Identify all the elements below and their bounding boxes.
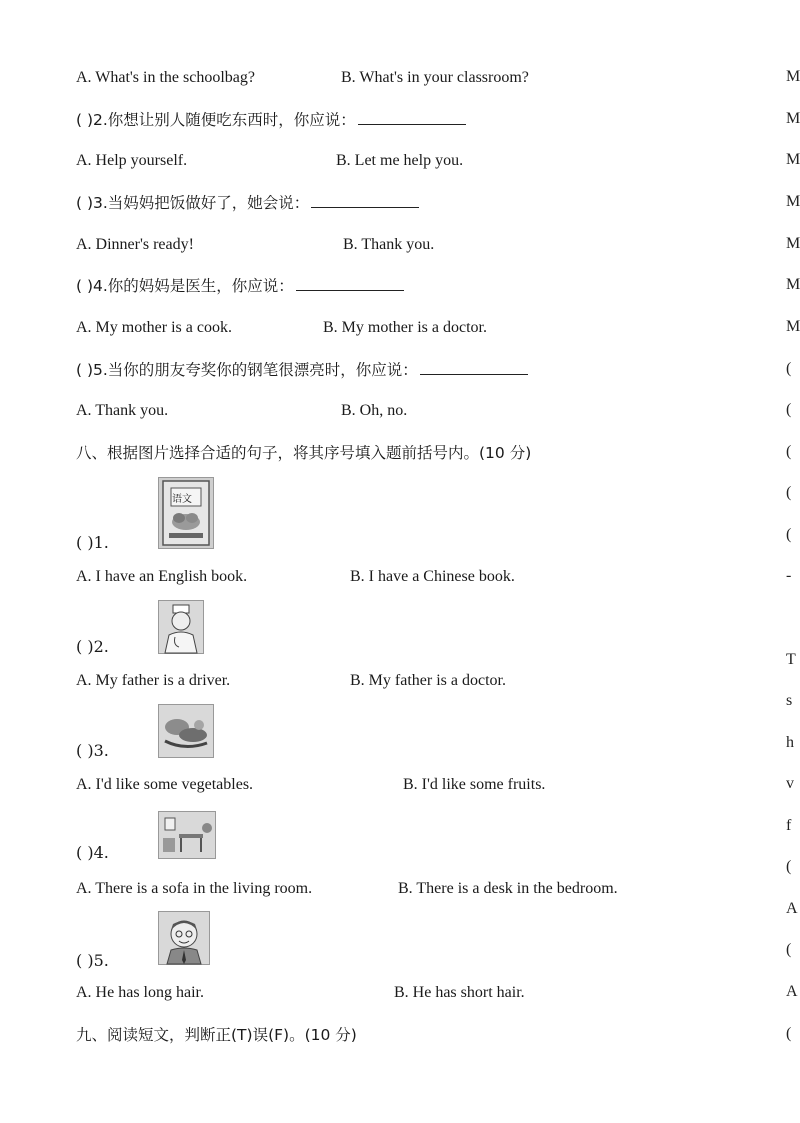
edge-char: ( bbox=[786, 443, 792, 460]
s7-q3-option-b: B. Thank you. bbox=[343, 236, 435, 253]
s7-q3-question: ( )3.当妈妈把饭做好了，她会说： bbox=[76, 193, 419, 213]
book-icon bbox=[159, 478, 213, 548]
s7-q2-option-a: A. Help yourself. bbox=[76, 152, 188, 169]
answer-blank[interactable] bbox=[296, 276, 404, 291]
edge-char: M bbox=[786, 193, 800, 210]
s8-q1-option-b: B. I have a Chinese book. bbox=[350, 568, 515, 585]
edge-char: h bbox=[786, 734, 794, 751]
edge-char: ( bbox=[786, 1025, 792, 1042]
s8-q4-question: ( )4. bbox=[76, 843, 109, 862]
s8-q4-option-b: B. There is a desk in the bedroom. bbox=[398, 880, 618, 897]
doctor-picture bbox=[158, 600, 204, 654]
edge-char: ( bbox=[786, 401, 792, 418]
answer-blank[interactable] bbox=[358, 110, 466, 125]
edge-char: ( bbox=[786, 484, 792, 501]
room-icon bbox=[159, 812, 215, 858]
s8-q5-question: ( )5. bbox=[76, 951, 109, 970]
s7-q5-option-b: B. Oh, no. bbox=[341, 402, 408, 419]
edge-char: T bbox=[786, 651, 796, 668]
edge-char: ( bbox=[786, 941, 792, 958]
edge-char: s bbox=[786, 692, 793, 709]
edge-char: M bbox=[786, 235, 800, 252]
s7-q1-option-b: B. What's in your classroom? bbox=[341, 69, 529, 86]
edge-char: - bbox=[786, 567, 792, 584]
edge-char: M bbox=[786, 276, 800, 293]
s8-q2-option-a: A. My father is a driver. bbox=[76, 672, 231, 689]
s7-q4-question: ( )4.你的妈妈是医生，你应说： bbox=[76, 276, 404, 296]
room-picture bbox=[158, 811, 216, 859]
edge-char: ( bbox=[786, 526, 792, 543]
s8-q3-option-a: A. I'd like some vegetables. bbox=[76, 776, 254, 793]
edge-char: M bbox=[786, 68, 800, 85]
boy-picture bbox=[158, 911, 210, 965]
s8-q2-question: ( )2. bbox=[76, 637, 109, 656]
edge-char: v bbox=[786, 775, 794, 792]
section-8-heading: 八、根据图片选择合适的句子，将其序号填入题前括号内。(10 分) bbox=[76, 444, 532, 462]
s8-q1-option-a: A. I have an English book. bbox=[76, 568, 248, 585]
s8-q5-option-a: A. He has long hair. bbox=[76, 984, 204, 1001]
s7-q4-option-a: A. My mother is a cook. bbox=[76, 319, 232, 336]
boy-face-icon bbox=[159, 912, 209, 964]
s8-q5-option-b: B. He has short hair. bbox=[394, 984, 525, 1001]
edge-char: M bbox=[786, 151, 800, 168]
s7-q1-option-a: A. What's in the schoolbag? bbox=[76, 69, 255, 86]
edge-char: ( bbox=[786, 360, 792, 377]
s8-q4-option-a: A. There is a sofa in the living room. bbox=[76, 880, 313, 897]
edge-char: A bbox=[786, 983, 798, 1000]
vegetables-picture bbox=[158, 704, 214, 758]
s8-q3-option-b: B. I'd like some fruits. bbox=[403, 776, 546, 793]
s8-q1-question: ( )1. bbox=[76, 533, 109, 552]
doctor-icon bbox=[159, 601, 203, 653]
vegetables-icon bbox=[159, 705, 213, 757]
s7-q5-option-a: A. Thank you. bbox=[76, 402, 169, 419]
s8-q3-question: ( )3. bbox=[76, 741, 109, 760]
s7-q3-option-a: A. Dinner's ready! bbox=[76, 236, 194, 253]
section-9-heading: 九、阅读短文，判断正(T)误(F)。(10 分) bbox=[76, 1026, 357, 1044]
s8-q2-option-b: B. My father is a doctor. bbox=[350, 672, 506, 689]
answer-blank[interactable] bbox=[420, 360, 528, 375]
edge-char: f bbox=[786, 817, 792, 834]
edge-char: M bbox=[786, 318, 800, 335]
edge-char: M bbox=[786, 110, 800, 127]
s7-q2-question: ( )2.你想让别人随便吃东西时，你应说： bbox=[76, 110, 466, 130]
s7-q2-option-b: B. Let me help you. bbox=[336, 152, 464, 169]
edge-char: A bbox=[786, 900, 798, 917]
chinese-book-picture bbox=[158, 477, 214, 549]
book-cover-label: 语文 bbox=[172, 494, 192, 505]
answer-blank[interactable] bbox=[311, 193, 419, 208]
edge-char: ( bbox=[786, 858, 792, 875]
s7-q4-option-b: B. My mother is a doctor. bbox=[323, 319, 487, 336]
s7-q5-question: ( )5.当你的朋友夸奖你的钢笔很漂亮时，你应说： bbox=[76, 360, 528, 380]
